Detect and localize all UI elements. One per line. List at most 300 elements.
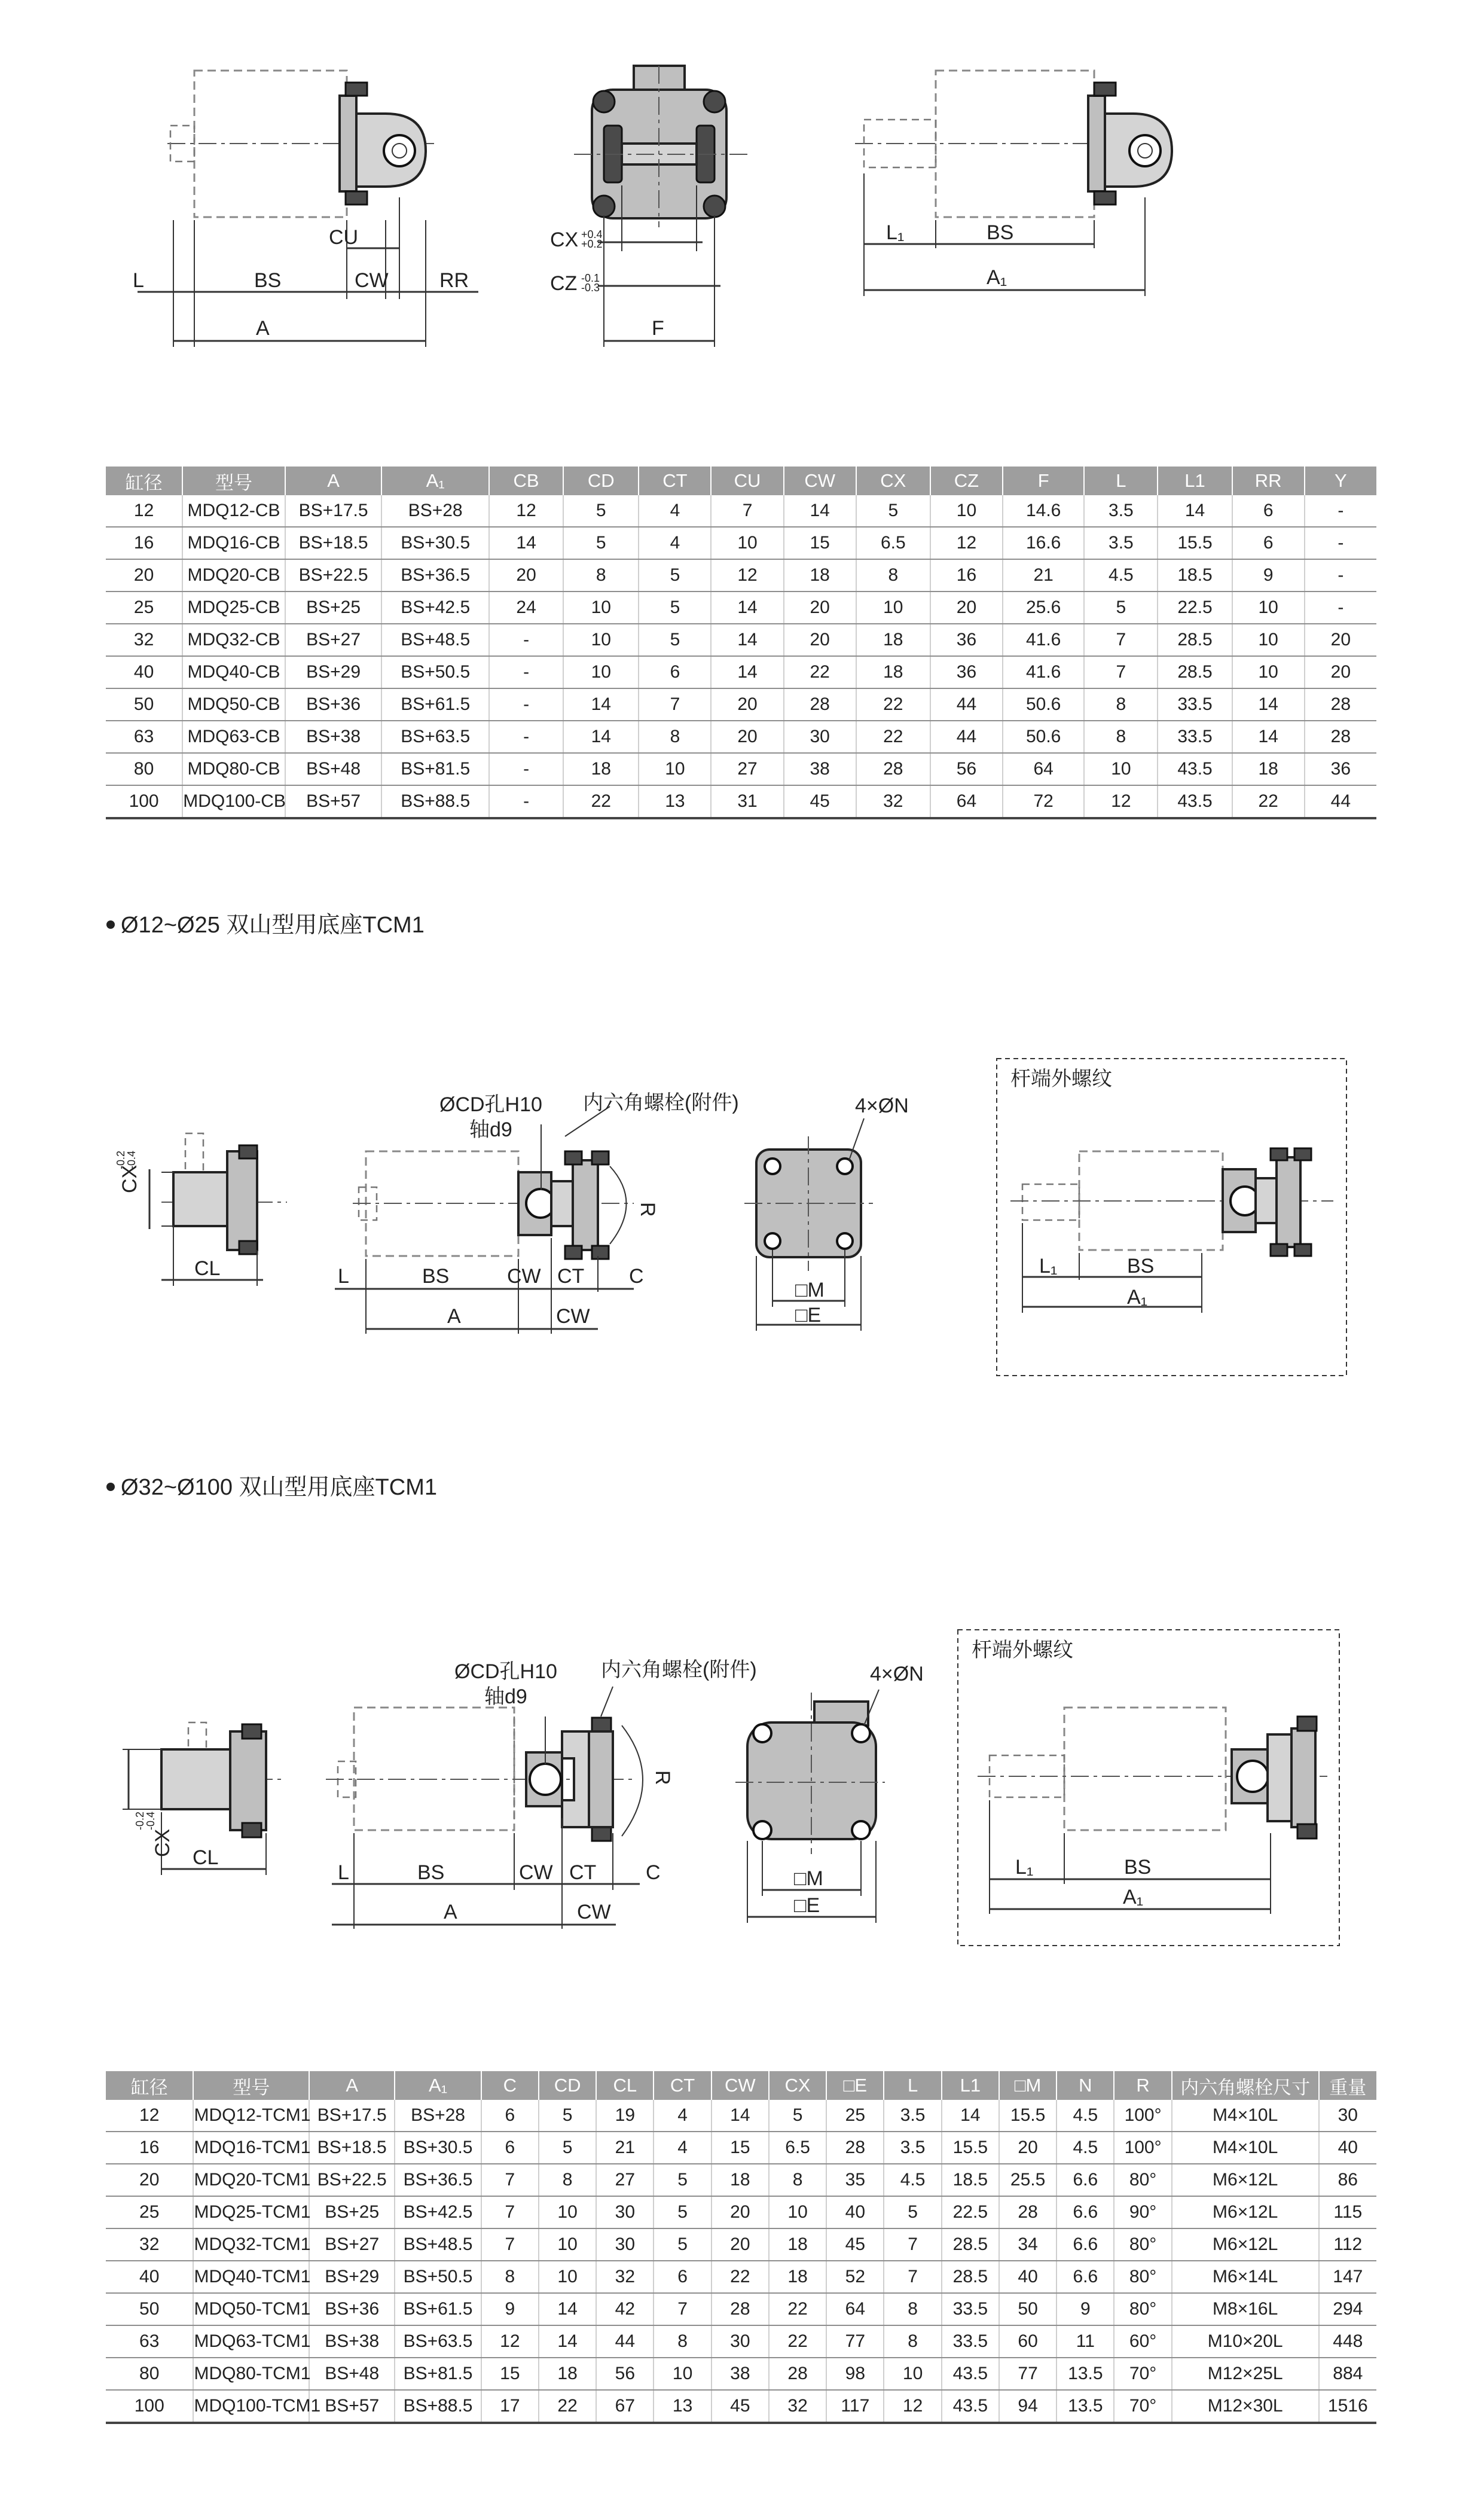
table-cell: 18	[769, 2228, 826, 2261]
s2-label-cx-tol-up: -0.2	[134, 1811, 146, 1830]
table-cell: -	[1305, 495, 1376, 527]
table-cell: MDQ32-CB	[182, 624, 285, 656]
bullet-icon	[106, 1483, 115, 1491]
table-cell: 80°	[1114, 2293, 1171, 2325]
table-cell: 56	[596, 2358, 654, 2390]
table-cell: 13	[639, 785, 711, 818]
table-cell: 18	[769, 2261, 826, 2293]
table-cell: 8	[884, 2293, 941, 2325]
table-cell: 22	[712, 2261, 769, 2293]
table-cell: 3.5	[1084, 527, 1158, 559]
table-cell: 28.5	[1158, 656, 1232, 688]
column-header: C	[481, 2071, 539, 2100]
table-cell: BS+17.5	[285, 495, 382, 527]
table-cell: MDQ20-CB	[182, 559, 285, 592]
column-header: L1	[942, 2071, 999, 2100]
table-cell: 5	[769, 2100, 826, 2132]
column-header: CB	[489, 467, 563, 495]
table-cell: 12	[711, 559, 783, 592]
table-cell: 44	[596, 2325, 654, 2358]
table-cell: 6	[481, 2100, 539, 2132]
s1-label-cw: CW	[507, 1265, 541, 1288]
table-cell: BS+42.5	[381, 592, 489, 624]
table-row	[106, 592, 1376, 624]
s2-label-rod-thread: 杆端外螺纹	[972, 1639, 1073, 1661]
s1-label-a: A	[447, 1305, 461, 1328]
bullet-icon	[106, 920, 115, 929]
table-cell: 50.6	[1003, 721, 1084, 753]
table-cell: -	[1305, 527, 1376, 559]
table-cell: 12	[489, 495, 563, 527]
s1-label-bs: BS	[422, 1265, 450, 1288]
table-cell: -	[489, 656, 563, 688]
table-cell: 15.5	[942, 2132, 999, 2164]
top-front-view	[550, 66, 747, 347]
table-cell: 20	[712, 2196, 769, 2228]
table-cell: 884	[1319, 2358, 1376, 2390]
table-cell: 25	[106, 2196, 193, 2228]
table-cell: M12×25L	[1172, 2358, 1319, 2390]
table-cell: 5	[639, 592, 711, 624]
table-cell: 15.5	[999, 2100, 1056, 2132]
table-cell: 80°	[1114, 2228, 1171, 2261]
table-cell: 50.6	[1003, 688, 1084, 721]
table-cell: 5	[856, 495, 930, 527]
column-header: L	[1084, 467, 1158, 495]
column-header: F	[1003, 467, 1084, 495]
table-cell: 98	[826, 2358, 884, 2390]
s1-label-cw2: CW	[556, 1305, 590, 1328]
table-cell: 14	[1232, 721, 1305, 753]
s1-front-view	[744, 1094, 909, 1331]
s2-label-cd-hole: ØCD孔H10	[454, 1660, 557, 1683]
table-cell: 32	[106, 624, 182, 656]
s2-label-bolt: 内六角螺栓(附件)	[601, 1658, 757, 1681]
table-cell: 6.6	[1056, 2164, 1114, 2196]
table-cell: 4	[639, 527, 711, 559]
table-cell: 34	[999, 2228, 1056, 2261]
column-header: 缸径	[106, 467, 182, 495]
table-cell: BS+30.5	[395, 2132, 481, 2164]
table-cell: 28	[712, 2293, 769, 2325]
column-header: CD	[539, 2071, 596, 2100]
table-cell: MDQ20-TCM1	[193, 2164, 309, 2196]
table-cell: 10	[539, 2196, 596, 2228]
s1-label-l1: L₁	[1039, 1255, 1058, 1278]
s2-label-holes: 4×ØN	[870, 1663, 924, 1685]
column-header: CL	[596, 2071, 654, 2100]
table-cell: 80°	[1114, 2261, 1171, 2293]
table-cell: BS+63.5	[395, 2325, 481, 2358]
label-rr: RR	[439, 269, 469, 292]
table-cell: 40	[1319, 2132, 1376, 2164]
table-cell: BS+28	[395, 2100, 481, 2132]
s1-label-ct: CT	[557, 1265, 585, 1288]
table-cell: 9	[1056, 2293, 1114, 2325]
column-header: CW	[712, 2071, 769, 2100]
table-cell: 5	[654, 2196, 711, 2228]
column-header: □E	[826, 2071, 884, 2100]
table-row	[106, 2100, 1376, 2132]
table-cell: 12	[1084, 785, 1158, 818]
table-cell: 22.5	[942, 2196, 999, 2228]
column-header: CD	[563, 467, 639, 495]
table-cell: 90°	[1114, 2196, 1171, 2228]
table-cell: -	[489, 688, 563, 721]
table-cell: 3.5	[1084, 495, 1158, 527]
s2-label-l: L	[338, 1861, 349, 1884]
table-cell: M12×30L	[1172, 2390, 1319, 2423]
table-cell: M6×12L	[1172, 2228, 1319, 2261]
table-cell: 6	[481, 2132, 539, 2164]
table-cell: 12	[106, 2100, 193, 2132]
table-cell: 25.5	[999, 2164, 1056, 2196]
table-cell: 10	[769, 2196, 826, 2228]
table-cell: MDQ12-CB	[182, 495, 285, 527]
column-header: L1	[1158, 467, 1232, 495]
table-cell: 14	[712, 2100, 769, 2132]
table-cell: 11	[1056, 2325, 1114, 2358]
table-cell: 7	[481, 2228, 539, 2261]
table-cell: 18.5	[942, 2164, 999, 2196]
table-row	[106, 559, 1376, 592]
table-row	[106, 624, 1376, 656]
table-cell: 14	[711, 624, 783, 656]
s2-label-cl: CL	[193, 1846, 219, 1869]
table-cell: 14	[711, 656, 783, 688]
table-cell: 10	[539, 2261, 596, 2293]
s1-label-l: L	[338, 1265, 349, 1288]
table-cell: 6	[1232, 527, 1305, 559]
table-cell: M6×14L	[1172, 2261, 1319, 2293]
table-cell: MDQ40-CB	[182, 656, 285, 688]
table-cell: 22.5	[1158, 592, 1232, 624]
s1-label-a1: A₁	[1127, 1286, 1148, 1309]
table-cell: 50	[106, 2293, 193, 2325]
table-cell: 40	[826, 2196, 884, 2228]
table-cell: 4.5	[1084, 559, 1158, 592]
table-row	[106, 2390, 1376, 2423]
s1-label-bolt: 内六角螺栓(附件)	[583, 1092, 739, 1114]
table-cell: 294	[1319, 2293, 1376, 2325]
table-cell: 33.5	[942, 2325, 999, 2358]
table-cell: M6×12L	[1172, 2164, 1319, 2196]
table-cell: 94	[999, 2390, 1056, 2423]
table-cell: 20	[711, 688, 783, 721]
table-row	[106, 2196, 1376, 2228]
s1-main-view	[335, 1092, 739, 1334]
table-cell: BS+63.5	[381, 721, 489, 753]
label-cw: CW	[355, 269, 389, 292]
table-cell: 10	[563, 592, 639, 624]
s2-label-c: C	[646, 1861, 661, 1884]
table-cell: 44	[1305, 785, 1376, 818]
table-row	[106, 2325, 1376, 2358]
table-cell: 16	[106, 527, 182, 559]
column-header: 型号	[182, 467, 285, 495]
table-row	[106, 656, 1376, 688]
label-a1: A₁	[987, 266, 1007, 289]
table-cell: 64	[826, 2293, 884, 2325]
table-cell: 30	[1319, 2100, 1376, 2132]
table-cell: -	[1305, 592, 1376, 624]
top-rod-end-view	[855, 71, 1172, 296]
table-cell: 33.5	[1158, 721, 1232, 753]
label-cz-tol-dn: -0.3	[581, 282, 600, 294]
column-header: L	[884, 2071, 941, 2100]
table-cell: 7	[481, 2196, 539, 2228]
table-cell: BS+48	[285, 753, 382, 785]
table-cell: 14.6	[1003, 495, 1084, 527]
table-cell: 10	[563, 656, 639, 688]
table-cell: MDQ80-CB	[182, 753, 285, 785]
table-cell: 60	[999, 2325, 1056, 2358]
table-cell: 18	[856, 624, 930, 656]
table-cell: 10	[884, 2358, 941, 2390]
s1-side-view	[115, 1133, 287, 1286]
table-cell: 72	[1003, 785, 1084, 818]
table-cell: 22	[856, 688, 930, 721]
table-cell: 13.5	[1056, 2358, 1114, 2390]
table-row	[106, 527, 1376, 559]
table-cell: 30	[784, 721, 856, 753]
column-header: □M	[999, 2071, 1056, 2100]
table-cell: 14	[563, 688, 639, 721]
column-header: CZ	[930, 467, 1003, 495]
table-cell: BS+61.5	[395, 2293, 481, 2325]
table-cell: 25	[826, 2100, 884, 2132]
s2-label-cw: CW	[519, 1861, 553, 1884]
top-side-view	[133, 71, 478, 347]
table-cell: MDQ25-CB	[182, 592, 285, 624]
table-cell: 20	[106, 559, 182, 592]
table-cell: 30	[596, 2196, 654, 2228]
table-cell: 21	[1003, 559, 1084, 592]
s2-label-shaft: 轴d9	[484, 1685, 527, 1708]
table-cell: 8	[1084, 721, 1158, 753]
table-cell: 31	[711, 785, 783, 818]
table-cell: 5	[884, 2196, 941, 2228]
table-cell: 77	[826, 2325, 884, 2358]
table-cell: 25	[106, 592, 182, 624]
s1-label-cx: CX	[118, 1164, 141, 1193]
table-cell: MDQ100-TCM1	[193, 2390, 309, 2423]
table-cell: 38	[712, 2358, 769, 2390]
s1-label-r: R	[636, 1202, 659, 1217]
s2-label-r: R	[651, 1770, 674, 1785]
table-cell: MDQ25-TCM1	[193, 2196, 309, 2228]
table-cell: 10	[1084, 753, 1158, 785]
column-header: 型号	[193, 2071, 309, 2100]
table-cell: 5	[539, 2100, 596, 2132]
table-cell: BS+48.5	[395, 2228, 481, 2261]
column-header: RR	[1232, 467, 1305, 495]
table-cell: 1516	[1319, 2390, 1376, 2423]
column-header: Y	[1305, 467, 1376, 495]
table-cell: 63	[106, 721, 182, 753]
table-cell: BS+81.5	[381, 753, 489, 785]
s1-label-cd-hole: ØCD孔H10	[439, 1093, 542, 1116]
table-cell: 5	[654, 2228, 711, 2261]
table-cell: 38	[784, 753, 856, 785]
table-row	[106, 785, 1376, 818]
table-cell: 15	[784, 527, 856, 559]
table-cell: 64	[1003, 753, 1084, 785]
table-cell: M10×20L	[1172, 2325, 1319, 2358]
table-cell: 44	[930, 688, 1003, 721]
s1-label-bs2: BS	[1127, 1255, 1155, 1278]
table-row	[106, 753, 1376, 785]
table-cell: BS+36	[309, 2293, 395, 2325]
table-cell: BS+18.5	[285, 527, 382, 559]
table-cell: 18	[1232, 753, 1305, 785]
table-cell: 16	[930, 559, 1003, 592]
label-bs2: BS	[987, 221, 1014, 244]
table-cell: 5	[563, 527, 639, 559]
table-cell: 22	[784, 656, 856, 688]
table-cell: 28	[769, 2358, 826, 2390]
table-cell: 27	[711, 753, 783, 785]
table-cell: 100	[106, 785, 182, 818]
table-cell: 14	[563, 721, 639, 753]
table-cell: 28	[826, 2132, 884, 2164]
column-header: A₁	[395, 2071, 481, 2100]
table-cell: -	[489, 721, 563, 753]
table-cell: 8	[481, 2261, 539, 2293]
column-header: N	[1056, 2071, 1114, 2100]
table-row	[106, 688, 1376, 721]
table-cell: M4×10L	[1172, 2132, 1319, 2164]
label-l: L	[133, 269, 144, 292]
table-header-row	[106, 467, 1376, 495]
table-cell: 43.5	[1158, 785, 1232, 818]
label-cz: CZ	[550, 272, 578, 295]
table-cell: 13.5	[1056, 2390, 1114, 2423]
table-cell: 4	[639, 495, 711, 527]
table-cell: MDQ50-CB	[182, 688, 285, 721]
table-cell: 7	[639, 688, 711, 721]
table-cell: 28	[1305, 688, 1376, 721]
table-cell: 12	[481, 2325, 539, 2358]
column-header: R	[1114, 2071, 1171, 2100]
s2-main-view	[326, 1658, 757, 1929]
table-cell: 15	[712, 2132, 769, 2164]
table-cell: 7	[481, 2164, 539, 2196]
table-cell: 4.5	[1056, 2132, 1114, 2164]
table-cell: 7	[711, 495, 783, 527]
table-cell: BS+29	[285, 656, 382, 688]
table-row	[106, 2228, 1376, 2261]
table-cell: 28	[856, 753, 930, 785]
table-cell: 7	[1084, 656, 1158, 688]
table-cell: BS+25	[285, 592, 382, 624]
table-cell: 18.5	[1158, 559, 1232, 592]
table-cell: BS+27	[309, 2228, 395, 2261]
table-cell: 10	[639, 753, 711, 785]
s2-label-cw2: CW	[577, 1901, 611, 1923]
table-cell: 77	[999, 2358, 1056, 2390]
table-cell: 9	[481, 2293, 539, 2325]
table-cell: 4.5	[884, 2164, 941, 2196]
table-cell: M8×16L	[1172, 2293, 1319, 2325]
table-cell: 45	[784, 785, 856, 818]
s2-front-view	[735, 1663, 924, 1923]
table-cell: 28.5	[942, 2228, 999, 2261]
table-cell: BS+38	[309, 2325, 395, 2358]
table-cell: 8	[856, 559, 930, 592]
table-cell: 27	[596, 2164, 654, 2196]
table-cell: 10	[930, 495, 1003, 527]
table-cell: BS+38	[285, 721, 382, 753]
table-cell: 20	[1305, 624, 1376, 656]
table-cell: 8	[639, 721, 711, 753]
table-cell: 20	[930, 592, 1003, 624]
s1-rod-thread-view	[997, 1059, 1346, 1376]
table-cell: -	[1305, 559, 1376, 592]
table-cell: BS+30.5	[381, 527, 489, 559]
table-cell: 28.5	[1158, 624, 1232, 656]
table-cell: 8	[539, 2164, 596, 2196]
table-cell: 70°	[1114, 2358, 1171, 2390]
table-cell: MDQ100-CB	[182, 785, 285, 818]
table-cell: 8	[654, 2325, 711, 2358]
table-cell: 14	[784, 495, 856, 527]
table-cell: BS+22.5	[285, 559, 382, 592]
table-cell: 32	[106, 2228, 193, 2261]
table-row	[106, 2164, 1376, 2196]
table-cell: 22	[769, 2325, 826, 2358]
table-cell: BS+61.5	[381, 688, 489, 721]
table-cell: MDQ40-TCM1	[193, 2261, 309, 2293]
table-cell: 40	[106, 2261, 193, 2293]
s2-label-bs2: BS	[1124, 1856, 1152, 1879]
column-header: 缸径	[106, 2071, 193, 2100]
table-row	[106, 2293, 1376, 2325]
table-cell: 28.5	[942, 2261, 999, 2293]
s1-label-m: □M	[795, 1279, 825, 1301]
table-header-row	[106, 2071, 1376, 2100]
table-cell: BS+29	[309, 2261, 395, 2293]
column-header: 内六角螺栓尺寸	[1172, 2071, 1319, 2100]
table-row	[106, 2261, 1376, 2293]
table-cell: MDQ63-TCM1	[193, 2325, 309, 2358]
table-cell: 33.5	[942, 2293, 999, 2325]
table-cell: 100°	[1114, 2100, 1171, 2132]
table-cell: 14	[1232, 688, 1305, 721]
table-cell: 40	[106, 656, 182, 688]
table-cell: 12	[930, 527, 1003, 559]
table-cell: 20	[711, 721, 783, 753]
table-row	[106, 721, 1376, 753]
table-cell: 6	[639, 656, 711, 688]
s2-label-ct: CT	[569, 1861, 597, 1884]
table-cell: 6	[654, 2261, 711, 2293]
s2-rod-thread-view	[958, 1630, 1339, 1946]
table-cell: MDQ16-CB	[182, 527, 285, 559]
table-cell: 20	[784, 592, 856, 624]
table-cell: 22	[856, 721, 930, 753]
s1-label-rod-thread: 杆端外螺纹	[1010, 1068, 1112, 1090]
table-cell: 4	[654, 2100, 711, 2132]
table-cell: 5	[539, 2132, 596, 2164]
table-cell: 8	[1084, 688, 1158, 721]
s1-label-cx-tol-up: -0.2	[115, 1150, 127, 1169]
table-cell: BS+57	[285, 785, 382, 818]
table-cell: 18	[784, 559, 856, 592]
table-cell: 5	[654, 2164, 711, 2196]
label-f: F	[652, 317, 664, 340]
table-cell: 7	[884, 2228, 941, 2261]
